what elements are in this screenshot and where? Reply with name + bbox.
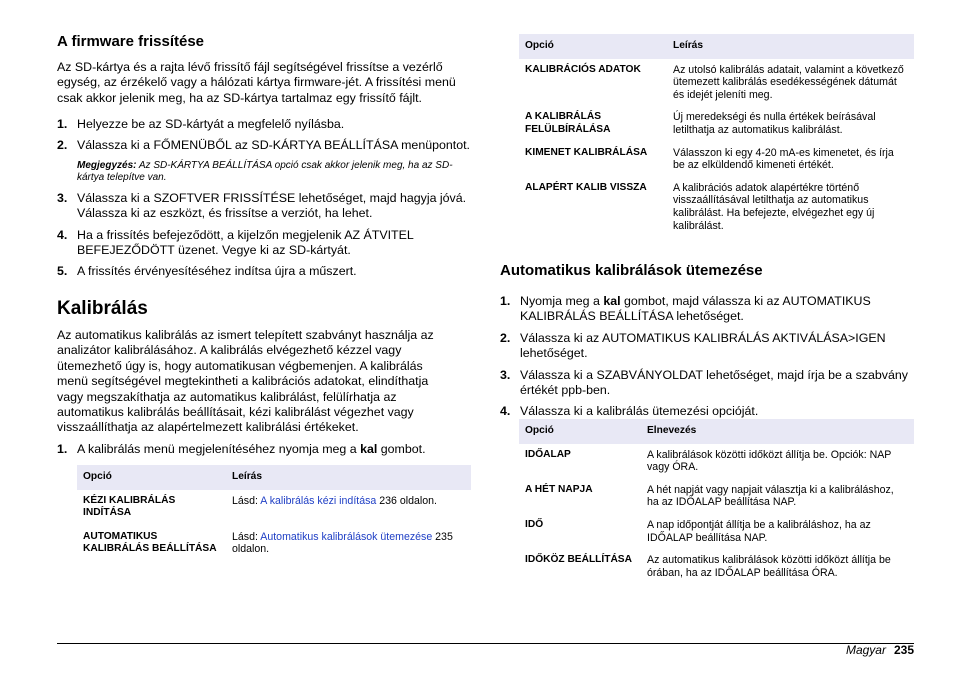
firmware-step-5: 5. A frissítés érvényesítéséhez indítsa újra a műszert. [57,264,357,279]
table-header-row [519,419,914,444]
footer-rule [57,643,914,644]
table-header-row [77,465,471,490]
calibration-options-table [519,34,914,237]
column-header-name: Elnevezés [641,419,914,444]
column-header-option: Opció [519,34,667,59]
table-row: IDŐ A nap időpontját állítja be a kalibráláshoz, ha az IDŐALAP beállítása NAP. [525,518,871,544]
page-footer [846,643,914,657]
schedule-step-3: 3. Válassza ki a SZABVÁNYOLDAT lehetőséget, majd írja be a szabvány értékét ppb-ben. [500,367,908,398]
table-row: A KALIBRÁLÁS FELÜLBÍRÁLÁSA Új meredekségi és nulla értékek beírásával letilthatja az automatikus kalibrálást. [525,111,876,136]
page-number: 235 [893,643,914,657]
link-auto-calibration-schedule[interactable]: Automatikus kalibrálások ütemezése [260,530,433,543]
footer-language: Magyar [845,643,886,657]
schedule-step-4: 4. Válassza ki a kalibrálás ütemezési opcióját. [500,404,759,419]
table-header-row [519,34,914,59]
column-header-description: Leírás [667,34,914,59]
table-row: IDŐALAP A kalibrálások közötti időközt állítja be. Opciók: NAP vagy ÓRA. [525,448,892,474]
table-row: A HÉT NAPJA A hét napját vagy napjait választja ki a kalibráláshoz, ha az IDŐALAP beállítása NAP. [525,483,894,509]
firmware-step-1: 1. Helyezze be az SD-kártyát a megfelelő nyílásba. [57,117,345,131]
firmware-step-2: 2. Válassza ki a FŐMENÜBŐL az SD-KÁRTYA BEÁLLÍTÁSA menüpontot. Megjegyzés: Az SD-KÁRTYA BEÁLLÍTÁSA opció csak akkor jelenik meg, ha az SD-kártya telepítve van. [57,138,470,184]
calibration-menu-table [77,465,471,561]
link-manual-calibration[interactable]: A kalibrálás kézi indítása [260,494,377,507]
calibration-step-1: 1. A kalibrálás menü megjelenítéséhez nyomja meg a kal gombot. [57,442,426,456]
schedule-heading: Automatikus kalibrálások ütemezése [500,262,763,279]
firmware-intro: Az SD-kártya és a rajta lévő frissítő fájl segítségével frissítse a vezérlő egység, az érzékelő vagy a hálózati kártya firmware-jét. A frissítési menü csak akkor jelenik meg, ha az SD-kártya tartalmaz egy frissítő fájlt. [57,60,456,105]
table-row: KALIBRÁCIÓS ADATOK Az utolsó kalibrálás adatait, valamint a következő ütemezett kalibrálás esedékességének dátumát és idejét jeleníti meg. [525,63,904,101]
calibration-intro: Az automatikus kalibrálás az ismert telepített szabványt használja az analizátor kalibrálásához. A kalibrálás elvégezhető kézzel vagy ütemezhető úgy is, hogy automatikusan végbemenjen. A kalibrálás menü segítségével megtekintheti a kalibrációs adatokat, elindíthatja vagy megszakíthatja az automatikus kalibrálást, felülírhatja az automatikus kalibrálás beállításait, kézi kalibrálást végezhet vagy visszaállíthatja az alapértelmezett kalibrálási értékeket. [57,328,434,435]
column-header-option: Opció [519,419,641,444]
table-row: ALAPÉRT KALIB VISSZA A kalibrációs adatok alapértékre történő visszaállításával letilthatja az automatikus kalibrálást. Ha befejezte, elvégezhet egy új kalibrálást. [525,181,875,232]
table-row: KÉZI KALIBRÁLÁS INDÍTÁSA Lásd: A kalibrálás kézi indítása 236 oldalon. [83,494,437,519]
firmware-note: Megjegyzés: Az SD-KÁRTYA BEÁLLÍTÁSA opció csak akkor jelenik meg, ha az SD-kártya telepítve van. [77,159,453,184]
column-header-option: Opció [77,465,226,490]
calibration-heading: Kalibrálás [57,298,148,319]
column-header-description: Leírás [226,465,471,490]
schedule-step-2: 2. Válassza ki az AUTOMATIKUS KALIBRÁLÁS AKTIVÁLÁSA>IGEN lehetőséget. [500,330,886,361]
firmware-steps [57,117,472,286]
firmware-heading: A firmware frissítése [57,33,205,50]
table-row: IDŐKÖZ BEÁLLÍTÁSA Az automatikus kalibrálások közötti időközt állítja be órában, ha az IDŐALAP beállítása ÓRA. [525,554,891,579]
table-row: AUTOMATIKUS KALIBRÁLÁS BEÁLLÍTÁSA Lásd: Automatikus kalibrálások ütemezése 235 oldalon. [83,530,453,556]
schedule-steps [500,294,915,426]
schedule-step-1: 1. Nyomja meg a kal gombot, majd válassza ki az AUTOMATIKUS KALIBRÁLÁS BEÁLLÍTÁSA lehetőséget. [500,294,871,324]
firmware-step-3: 3. Válassza ki a SZOFTVER FRISSÍTÉSE lehetőséget, majd hagyja jóvá. Válassza ki az eszközt, és frissítse a verziót, ha lehet. [57,190,467,221]
table-row: KIMENET KALIBRÁLÁSA Válasszon ki egy 4-20 mA-es kimenetet, és írja be az elküldendő kimeneti értékét. [525,146,894,172]
firmware-step-4: 4. Ha a frissítés befejeződött, a kijelzőn megjelenik AZ ÁTVITEL BEFEJEZŐDÖTT üzenet. Vegye ki az SD-kártyát. [57,227,414,258]
schedule-options-table [519,419,914,584]
calibration-steps [57,442,472,463]
